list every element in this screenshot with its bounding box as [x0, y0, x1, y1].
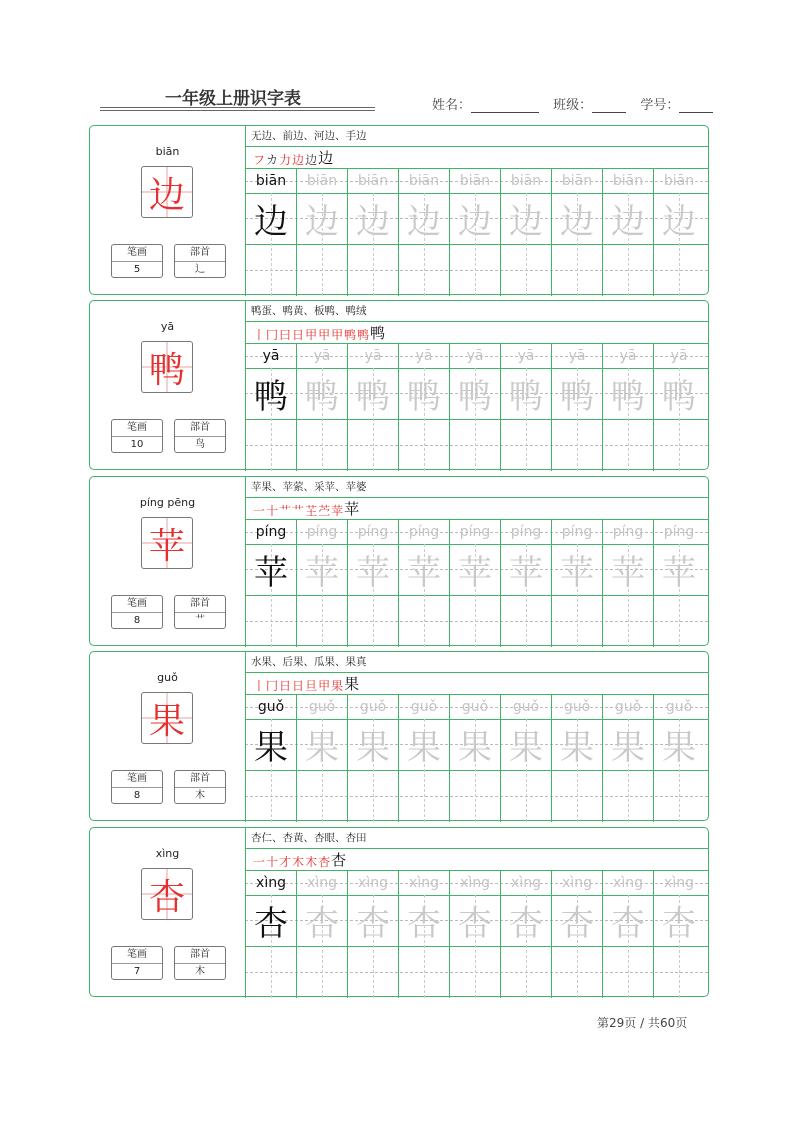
stroke-step-new: 曰 — [279, 328, 292, 342]
stroke-step — [318, 677, 330, 694]
character-trace-cell[interactable]: 苹 — [407, 553, 441, 593]
practice-column — [398, 168, 449, 296]
stroke-step — [318, 326, 330, 343]
character-model: 苹 — [254, 553, 288, 593]
practice-column — [653, 694, 704, 822]
pinyin-trace[interactable]: píng — [408, 523, 440, 540]
stroke-step — [318, 853, 330, 870]
practice-column — [347, 168, 398, 296]
character-trace-cell[interactable]: 苹 — [509, 553, 543, 593]
character-card — [89, 827, 709, 997]
practice-column — [551, 343, 602, 471]
class-label: 班级： — [553, 98, 593, 113]
character-trace-cell[interactable]: 果 — [458, 728, 492, 768]
stroke-step-base: カ — [266, 153, 279, 167]
pinyin-trace[interactable]: yā — [619, 347, 637, 364]
example-words: 杏仁、杏黄、杏眼、杏田 — [251, 832, 367, 844]
pinyin-trace[interactable]: biān — [663, 172, 695, 189]
practice-column — [296, 168, 347, 296]
pinyin-trace[interactable]: xìng — [460, 874, 490, 891]
practice-grid — [245, 519, 708, 647]
character-display-box — [141, 692, 193, 744]
pinyin-trace[interactable]: xìng — [562, 874, 592, 891]
practice-column — [653, 168, 704, 296]
radical-box — [174, 244, 226, 278]
stroke-order — [253, 848, 347, 870]
pinyin-trace[interactable]: píng — [459, 523, 491, 540]
stroke-step — [305, 151, 317, 168]
stroke-step — [305, 326, 317, 343]
practice-column — [245, 168, 296, 296]
character-summary — [90, 301, 246, 469]
stroke-order — [253, 497, 360, 519]
stroke-step — [279, 677, 291, 694]
character-card — [89, 476, 709, 646]
pinyin-trace[interactable]: guǒ — [665, 698, 693, 715]
stroke-step — [279, 502, 291, 519]
stroke-step-final: 边 — [318, 149, 334, 167]
character-display-box — [141, 341, 193, 393]
character-pinyin: xìng — [155, 847, 180, 860]
example-words: 水果、后果、瓜果、果真 — [251, 656, 367, 668]
stroke-step-new: 果 — [331, 679, 344, 693]
practice-column — [398, 870, 449, 998]
stroke-step — [253, 502, 265, 519]
character-display-box — [141, 517, 193, 569]
stroke-step-new: 才 — [279, 855, 292, 869]
stroke-step — [266, 853, 278, 870]
practice-column — [347, 519, 398, 647]
stroke-step-new: 苎 — [318, 504, 331, 518]
character-trace-cell[interactable]: 杏 — [560, 904, 594, 944]
practice-column — [551, 519, 602, 647]
pinyin-trace[interactable]: yā — [517, 347, 535, 364]
stroke-step-new: 一 — [253, 504, 266, 518]
character-trace-cell[interactable]: 鸭 — [356, 377, 390, 417]
character-trace-cell[interactable]: 果 — [305, 728, 339, 768]
stroke-count-box — [111, 244, 163, 278]
pinyin-trace[interactable]: yā — [568, 347, 586, 364]
stroke-step-new: 日 — [292, 679, 305, 693]
character-pinyin: píng pēng — [139, 496, 196, 509]
pinyin-trace[interactable]: píng — [663, 523, 695, 540]
character-trace-cell[interactable]: 苹 — [305, 553, 339, 593]
pinyin-trace[interactable]: biān — [459, 172, 491, 189]
character-trace-cell[interactable]: 苹 — [356, 553, 390, 593]
stroke-step — [253, 326, 265, 343]
character-trace-cell[interactable]: 苹 — [662, 553, 696, 593]
radical-box — [174, 946, 226, 980]
pinyin-trace[interactable]: guǒ — [512, 698, 540, 715]
practice-grid — [245, 343, 708, 471]
practice-column — [653, 343, 704, 471]
character-trace-cell[interactable]: 鸭 — [509, 377, 543, 417]
character-red: 边 — [148, 174, 185, 216]
page-title: 一年级上册识字表 — [165, 89, 301, 109]
character-trace-cell[interactable]: 边 — [611, 202, 645, 242]
character-trace-cell[interactable]: 边 — [509, 202, 543, 242]
character-trace-cell[interactable]: 果 — [509, 728, 543, 768]
pinyin-trace[interactable]: píng — [612, 523, 644, 540]
stroke-step-new: 冂 — [266, 328, 279, 342]
stroke-step — [305, 677, 317, 694]
character-trace-cell[interactable]: 杏 — [407, 904, 441, 944]
stroke-step — [331, 326, 343, 343]
stroke-count-label: 笔画 — [112, 947, 162, 964]
character-summary — [90, 126, 246, 294]
stroke-step-final: 杏 — [331, 851, 347, 869]
stroke-step-new: 十 — [266, 855, 279, 869]
radical-box — [174, 419, 226, 453]
character-card — [89, 300, 709, 470]
radical-value: 木 — [195, 966, 205, 977]
stroke-step-new: 杏 — [318, 855, 331, 869]
practice-column — [449, 343, 500, 471]
stroke-step — [253, 677, 265, 694]
character-display-box — [141, 166, 193, 218]
character-trace-cell[interactable]: 边 — [305, 202, 339, 242]
practice-column — [347, 343, 398, 471]
stroke-step-new: 甲 — [318, 328, 331, 342]
pinyin-trace[interactable]: guǒ — [308, 698, 336, 715]
radical-value: 木 — [195, 790, 205, 801]
student-info-fields — [432, 94, 723, 113]
stroke-step-new: 丨 — [253, 679, 266, 693]
character-trace-cell[interactable]: 果 — [356, 728, 390, 768]
pinyin-trace[interactable]: xìng — [613, 874, 643, 891]
practice-column — [398, 519, 449, 647]
stroke-step-final: 果 — [344, 675, 360, 693]
character-trace-cell[interactable]: 鸭 — [407, 377, 441, 417]
character-trace-cell[interactable]: 边 — [458, 202, 492, 242]
practice-column — [653, 870, 704, 998]
pinyin-trace[interactable]: píng — [357, 523, 389, 540]
stroke-count-value: 8 — [133, 790, 141, 801]
practice-column — [245, 694, 296, 822]
practice-column — [602, 870, 653, 998]
stroke-step — [331, 502, 343, 519]
character-trace-cell[interactable]: 杏 — [305, 904, 339, 944]
stroke-step — [357, 326, 369, 343]
pinyin-model: guǒ — [257, 698, 285, 715]
practice-column — [653, 519, 704, 647]
practice-column — [449, 694, 500, 822]
pinyin-trace[interactable]: yā — [313, 347, 331, 364]
pinyin-trace[interactable]: xìng — [307, 874, 337, 891]
number-field[interactable] — [640, 94, 713, 113]
pinyin-trace[interactable]: biān — [612, 172, 644, 189]
pinyin-trace[interactable]: xìng — [358, 874, 388, 891]
stroke-step — [266, 502, 278, 519]
character-summary — [90, 477, 246, 645]
stroke-step — [292, 326, 304, 343]
pinyin-trace[interactable]: yā — [415, 347, 433, 364]
practice-column — [602, 694, 653, 822]
stroke-count-value: 7 — [133, 966, 141, 977]
character-trace-cell[interactable]: 杏 — [509, 904, 543, 944]
stroke-count-box — [111, 946, 163, 980]
character-trace-cell[interactable]: 边 — [407, 202, 441, 242]
page-header — [0, 0, 800, 120]
stroke-count-label: 笔画 — [112, 596, 162, 613]
stroke-count-box — [111, 770, 163, 804]
pinyin-trace[interactable]: yā — [670, 347, 688, 364]
stroke-step-new: 甲 — [305, 328, 318, 342]
practice-column — [500, 694, 551, 822]
character-trace-cell[interactable]: 鸭 — [305, 377, 339, 417]
character-trace-cell[interactable]: 杏 — [611, 904, 645, 944]
stroke-step — [318, 502, 330, 519]
character-trace-cell[interactable]: 边 — [560, 202, 594, 242]
practice-column — [398, 694, 449, 822]
stroke-order — [253, 321, 386, 343]
pinyin-trace[interactable]: yā — [466, 347, 484, 364]
pinyin-trace[interactable]: guǒ — [461, 698, 489, 715]
example-words: 苹果、苹萦、采苹、苹婆 — [251, 481, 367, 493]
practice-column — [296, 694, 347, 822]
practice-column — [398, 343, 449, 471]
character-trace-cell[interactable]: 杏 — [458, 904, 492, 944]
pinyin-trace[interactable]: xìng — [664, 874, 694, 891]
stroke-count-label: 笔画 — [112, 771, 162, 788]
pinyin-trace[interactable]: píng — [561, 523, 593, 540]
pinyin-trace[interactable]: xìng — [409, 874, 439, 891]
character-model: 杏 — [254, 904, 288, 944]
character-card — [89, 651, 709, 821]
practice-column — [449, 519, 500, 647]
character-trace-cell[interactable]: 鸭 — [560, 377, 594, 417]
radical-value: 艹 — [195, 615, 205, 626]
character-trace-cell[interactable]: 果 — [560, 728, 594, 768]
stroke-step-new: 芏 — [305, 504, 318, 518]
character-model: 果 — [254, 728, 288, 768]
class-field[interactable] — [553, 94, 626, 113]
pinyin-trace[interactable]: biān — [306, 172, 338, 189]
practice-area — [245, 477, 708, 645]
pinyin-trace[interactable]: biān — [357, 172, 389, 189]
practice-column — [449, 870, 500, 998]
character-pinyin: guǒ — [157, 671, 178, 684]
number-label: 学号： — [640, 98, 680, 113]
practice-column — [602, 343, 653, 471]
practice-column — [347, 870, 398, 998]
stroke-step — [331, 677, 343, 694]
stroke-step-final: 鸭 — [370, 324, 386, 342]
number-blank[interactable] — [679, 98, 713, 113]
stroke-step-new: 十 — [266, 504, 279, 518]
character-summary — [90, 828, 246, 996]
stroke-order — [253, 672, 360, 694]
stroke-step — [344, 326, 356, 343]
stroke-step-new: 边 — [292, 153, 305, 167]
stroke-step — [279, 326, 291, 343]
stroke-step-new: 甲 — [318, 679, 331, 693]
class-blank[interactable] — [592, 98, 626, 113]
stroke-step — [305, 502, 317, 519]
character-red: 果 — [148, 700, 185, 742]
practice-area — [245, 301, 708, 469]
character-trace-cell[interactable]: 鸭 — [458, 377, 492, 417]
example-words: 鸭蛋、鸭黄、板鸭、鸭绒 — [251, 305, 367, 317]
practice-grid — [245, 168, 708, 296]
stroke-step — [279, 853, 291, 870]
character-trace-cell[interactable]: 苹 — [611, 553, 645, 593]
stroke-count-box — [111, 419, 163, 453]
name-field[interactable] — [432, 94, 539, 113]
stroke-step-new: 旦 — [305, 679, 318, 693]
stroke-step-new: 木 — [305, 855, 318, 869]
pinyin-model: píng — [255, 523, 287, 540]
radical-box — [174, 595, 226, 629]
stroke-count-value: 10 — [130, 439, 144, 450]
stroke-step-new: 一 — [253, 855, 266, 869]
stroke-step-new: 苹 — [331, 504, 344, 518]
stroke-step — [292, 151, 304, 168]
stroke-step — [266, 326, 278, 343]
pinyin-model: xìng — [256, 874, 286, 891]
stroke-step-new: フ — [253, 153, 266, 167]
stroke-step — [253, 853, 265, 870]
practice-area — [245, 652, 708, 820]
stroke-count-label: 笔画 — [112, 420, 162, 437]
stroke-step-new: 鸭 — [357, 328, 370, 342]
pinyin-trace[interactable]: píng — [306, 523, 338, 540]
character-trace-cell[interactable]: 边 — [356, 202, 390, 242]
stroke-step-new: 力 — [279, 153, 292, 167]
stroke-step — [292, 677, 304, 694]
character-trace-cell[interactable]: 苹 — [560, 553, 594, 593]
example-words: 无边、前边、河边、手边 — [251, 130, 367, 142]
character-model: 鸭 — [254, 377, 288, 417]
stroke-step — [266, 677, 278, 694]
character-trace-cell[interactable]: 边 — [662, 202, 696, 242]
practice-column — [500, 343, 551, 471]
radical-value: 鸟 — [195, 439, 205, 450]
character-trace-cell[interactable]: 杏 — [662, 904, 696, 944]
stroke-step — [292, 853, 304, 870]
pinyin-model: biān — [255, 172, 287, 189]
practice-column — [296, 870, 347, 998]
stroke-step-new: 艹 — [292, 504, 305, 518]
practice-column — [449, 168, 500, 296]
character-trace-cell[interactable]: 果 — [662, 728, 696, 768]
radical-label: 部首 — [175, 596, 225, 613]
stroke-step-new: 冂 — [266, 679, 279, 693]
practice-column — [500, 168, 551, 296]
stroke-step-new: 日 — [292, 328, 305, 342]
pinyin-trace[interactable]: xìng — [511, 874, 541, 891]
title-underline-double — [100, 110, 375, 111]
stroke-step-new: 木 — [292, 855, 305, 869]
stroke-step-base: 边 — [305, 153, 318, 167]
radical-box — [174, 770, 226, 804]
stroke-step-final: 苹 — [344, 500, 360, 518]
character-card — [89, 125, 709, 295]
stroke-step — [266, 151, 278, 168]
character-display-box — [141, 868, 193, 920]
pinyin-trace[interactable]: guǒ — [614, 698, 642, 715]
stroke-count-value: 5 — [133, 264, 141, 275]
page-footer: 第29页 / 共60页 — [597, 1016, 688, 1030]
radical-label: 部首 — [175, 947, 225, 964]
practice-column — [245, 519, 296, 647]
character-pinyin: biān — [155, 145, 180, 158]
stroke-count-label: 笔画 — [112, 245, 162, 262]
title-underline — [100, 107, 375, 108]
stroke-step-new: 日 — [279, 679, 292, 693]
practice-column — [602, 168, 653, 296]
radical-label: 部首 — [175, 771, 225, 788]
practice-column — [551, 694, 602, 822]
stroke-count-value: 8 — [133, 615, 141, 626]
character-red: 鸭 — [148, 349, 185, 391]
stroke-step — [292, 502, 304, 519]
character-model: 边 — [254, 202, 288, 242]
stroke-count-box — [111, 595, 163, 629]
character-trace-cell[interactable]: 果 — [407, 728, 441, 768]
practice-column — [551, 168, 602, 296]
name-label: 姓名： — [432, 98, 472, 113]
character-pinyin: yā — [160, 320, 175, 333]
name-blank[interactable] — [471, 98, 539, 113]
character-trace-cell[interactable]: 鸭 — [611, 377, 645, 417]
pinyin-trace[interactable]: biān — [561, 172, 593, 189]
radical-label: 部首 — [175, 245, 225, 262]
stroke-order — [253, 146, 334, 168]
radical-value: 辶 — [195, 264, 205, 275]
practice-column — [296, 343, 347, 471]
character-red: 苹 — [148, 525, 185, 567]
pinyin-trace[interactable]: biān — [510, 172, 542, 189]
pinyin-trace[interactable]: guǒ — [359, 698, 387, 715]
pinyin-trace[interactable]: píng — [510, 523, 542, 540]
practice-column — [602, 519, 653, 647]
stroke-step — [305, 853, 317, 870]
pinyin-model: yā — [262, 347, 280, 364]
character-trace-cell[interactable]: 果 — [611, 728, 645, 768]
practice-grid — [245, 870, 708, 998]
pinyin-trace[interactable]: guǒ — [563, 698, 591, 715]
practice-column — [296, 519, 347, 647]
practice-column — [551, 870, 602, 998]
character-red: 杏 — [148, 876, 185, 918]
practice-column — [500, 870, 551, 998]
practice-area — [245, 126, 708, 294]
pinyin-trace[interactable]: yā — [364, 347, 382, 364]
stroke-step-new: 鸭 — [344, 328, 357, 342]
practice-column — [245, 870, 296, 998]
radical-label: 部首 — [175, 420, 225, 437]
character-trace-cell[interactable]: 苹 — [458, 553, 492, 593]
practice-column — [500, 519, 551, 647]
pinyin-trace[interactable]: guǒ — [410, 698, 438, 715]
character-trace-cell[interactable]: 杏 — [356, 904, 390, 944]
stroke-step-new: 丨 — [253, 328, 266, 342]
stroke-step — [253, 151, 265, 168]
practice-column — [347, 694, 398, 822]
character-trace-cell[interactable]: 鸭 — [662, 377, 696, 417]
practice-column — [245, 343, 296, 471]
stroke-step-new: 甲 — [331, 328, 344, 342]
character-summary — [90, 652, 246, 820]
pinyin-trace[interactable]: biān — [408, 172, 440, 189]
practice-grid — [245, 694, 708, 822]
practice-area — [245, 828, 708, 996]
stroke-step-new: 艹 — [279, 504, 292, 518]
stroke-step — [279, 151, 291, 168]
